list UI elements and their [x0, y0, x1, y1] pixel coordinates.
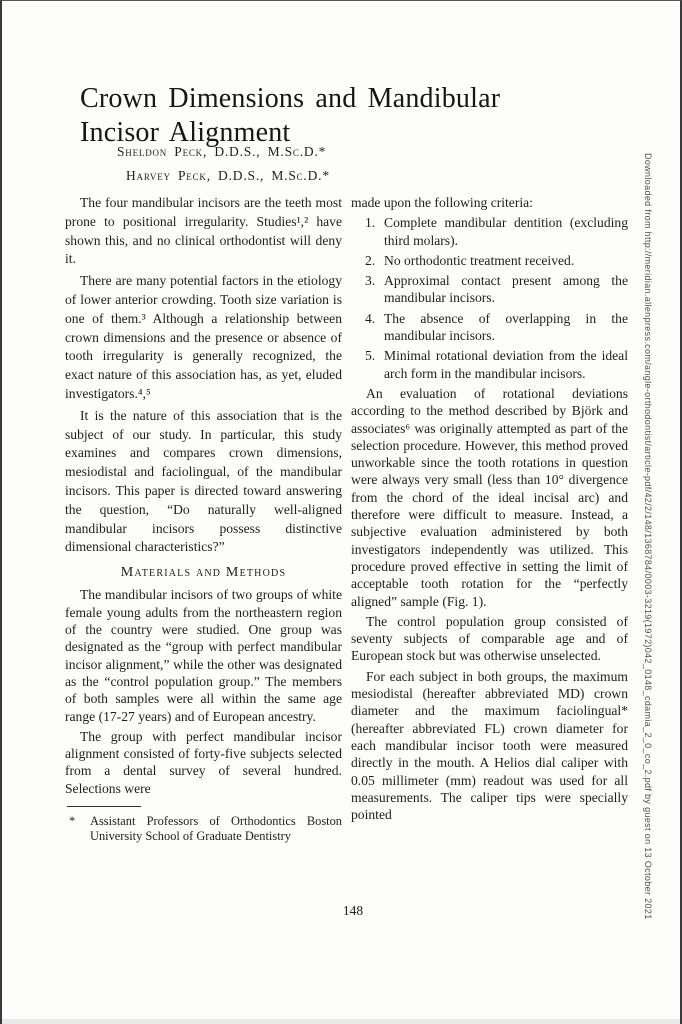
criterion-text: Approximal contact present among the mandibular incisors. — [384, 273, 628, 306]
scan-bottom-edge — [2, 1019, 680, 1024]
body-paragraph: made upon the following criteria: — [351, 195, 533, 210]
criteria-list — [351, 214, 628, 382]
criterion-item — [351, 272, 628, 307]
criterion-text: Minimal rotational deviation from the ideal arch form in the mandibular incisors. — [384, 348, 628, 381]
body-paragraph: The group with perfect mandibular incisor alignment consisted of forty-five subjects selected from a dental survey of several hundred. Selections were — [65, 728, 342, 796]
section-heading: Materials and Methods — [120, 565, 287, 581]
two-column-body — [65, 194, 627, 847]
download-watermark: Downloaded from http://meridian.allenpress.com/angle-orthodontist/article-pdf/42/2/148/1368784/0003-3219(1972)042_0148_cdamia_2_0_co_2.pdf by guest on 13 October 2021 — [643, 153, 653, 920]
criterion-item — [351, 252, 628, 269]
left-column — [65, 194, 342, 847]
body-paragraph: The four mandibular incisors are the teeth most prone to positional irregularity. Studies¹,² have shown this, and no clinical orthodontist will deny it. — [65, 195, 342, 267]
criterion-number: 4. — [365, 310, 376, 326]
footnote-text: Assistant Professors of Orthodontics Boston University School of Graduate Dentistry — [90, 814, 342, 844]
body-paragraph: It is the nature of this association that is the subject of our study. In particular, this study examines and compares crown dimensions, mesiodistal and faciolingual, of the mandibular incisors. This paper is directed toward answering the question, “Do naturally well-aligned mandibular incisors possess distinctive dimensional characteristics?” — [65, 407, 342, 555]
body-paragraph: There are many potential factors in the etiology of lower anterior crowding. Tooth size variation is one of them.³ Although a relationship between crown dimensions and the presence or absence of tooth irregularity is generally recognized, the exact nature of this association has, as yet, eluded investigators.⁴,⁵ — [65, 273, 342, 401]
body-paragraph: For each subject in both groups, the maximum mesiodistal (hereafter abbreviated MD) crown diameter and the maximum faciolingual* (hereafter abbreviated FL) crown diameter for each mandibular incisor tooth were measured directly in the mouth. A Helios dial caliper with 0.05 millimeter (mm) readout was used for all measurements. The caliper tips were specially pointed — [351, 668, 628, 823]
footnote — [65, 814, 342, 844]
article-title-line-1: Crown Dimensions and Mandibular — [80, 82, 501, 114]
criterion-text: Complete mandibular dentition (excluding third molars). — [384, 215, 628, 248]
criterion-text: No orthodontic treatment received. — [384, 252, 575, 268]
criterion-number: 1. — [365, 215, 376, 231]
right-column — [351, 194, 628, 847]
criterion-text: The absence of overlapping in the mandibular incisors. — [384, 310, 628, 344]
page-number: 148 — [342, 903, 364, 918]
body-paragraph: The mandibular incisors of two groups of white female young adults from the northeastern region of the country were studied. One group was designated as the “group with perfect mandibular incisor alignment,” while the other was designated as the “control population group.” The members of both samples were all within the same age range (17-27 years) and of European ancestry. — [65, 587, 342, 724]
criterion-item — [351, 310, 628, 345]
footnote-divider — [67, 806, 141, 807]
criterion-number: 2. — [365, 252, 376, 268]
criterion-number: 3. — [365, 273, 376, 289]
author-line: Harvey Peck, D.D.S., M.Sc.D.* — [126, 168, 330, 183]
criterion-number: 5. — [365, 348, 376, 364]
author-block — [117, 140, 330, 188]
footnote-marker: * — [69, 814, 76, 828]
body-paragraph: An evaluation of rotational deviations according to the method described by Björk and associates⁶ was originally attempted as part of the selection procedure. However, this method proved unworkable since the tooth rotations in question were always very small (less than 10° divergence from the chord of the ideal incisal arc) and therefore were difficult to measure. Instead, a subjective evaluation administered by both investigators independently was utilized. This procedure proved effective in setting the limit of acceptable tooth rotation for the “perfectly aligned” sample (Fig. 1). — [351, 385, 628, 609]
criterion-item — [351, 347, 628, 382]
author-line: Sheldon Peck, D.D.S., M.Sc.D.* — [117, 144, 327, 159]
article-title-line-2: Incisor Alignment — [80, 116, 291, 148]
body-paragraph: The control population group consisted of seventy subjects of comparable age and of European stock but was otherwise unselected. — [351, 613, 628, 664]
criterion-item — [351, 214, 628, 249]
